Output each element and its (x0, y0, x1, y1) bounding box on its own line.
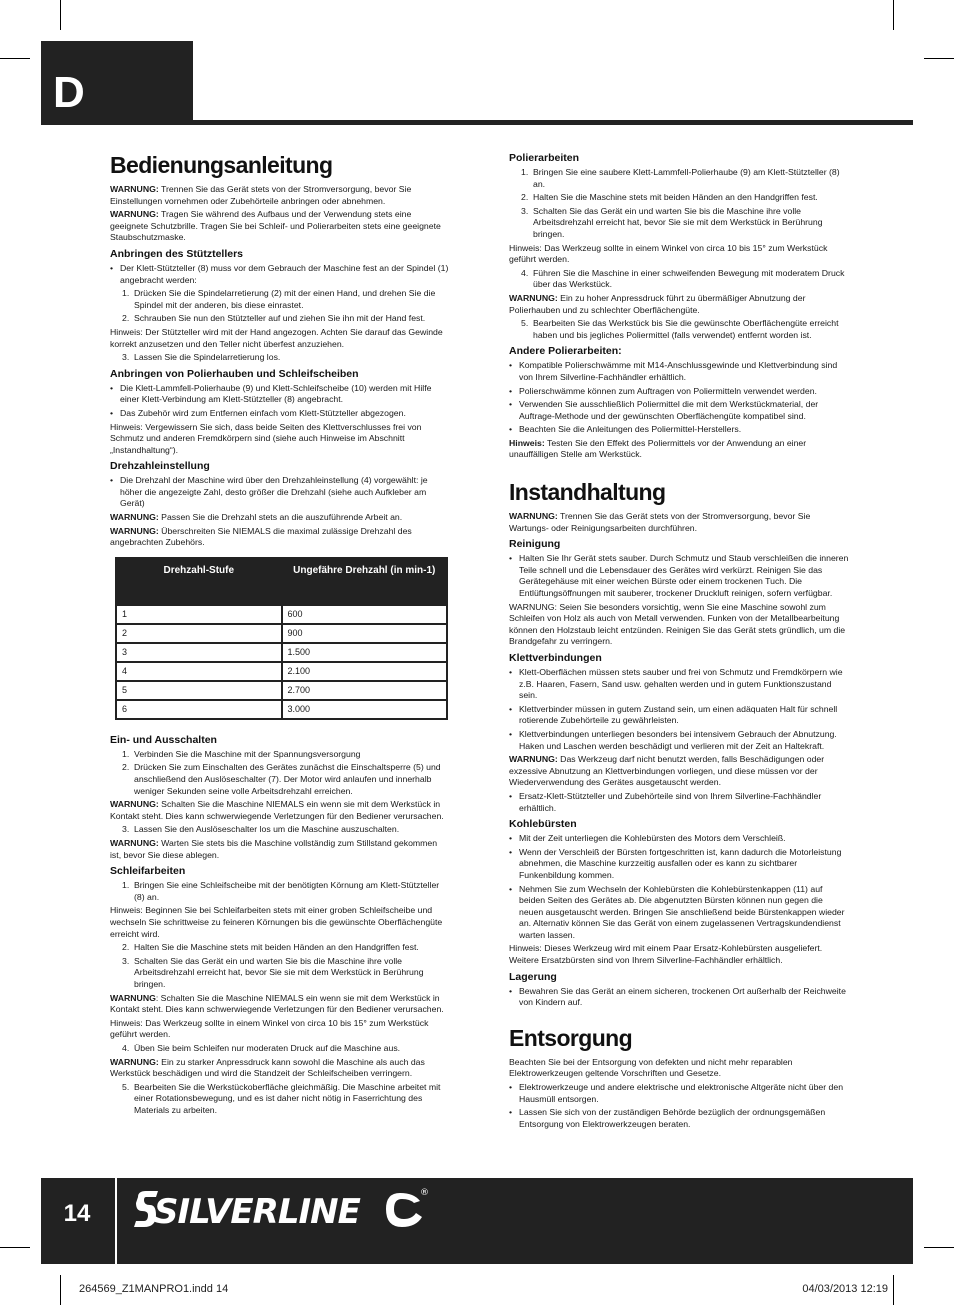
date-slug: 04/03/2013 12:19 (802, 1283, 888, 1295)
list-item: 3. Schalten Sie das Gerät ein und warten Sie bis die Maschine ihre volle Arbeitsdrehzahl erreicht hat, bevor Sie sie mit dem Werkstück in Berührung bringen. (521, 205, 823, 239)
subheading: Anbringen von Polierhauben und Schleifscheiben (110, 367, 359, 380)
bullet-list (509, 791, 849, 814)
table-row (116, 643, 447, 662)
bullet-list (509, 553, 849, 599)
list-item: • Klettverbinder müssen in gutem Zustand sein, um einen adäquaten Halt für schnell rotierende Zubehörteile zu gewährleisten. (509, 704, 849, 727)
table-cell: 2.700 (282, 681, 448, 700)
silverline-logo-graphic (132, 1185, 432, 1237)
numbered-list (110, 824, 450, 836)
crop-mark (924, 1247, 954, 1248)
numbered-list (110, 288, 450, 325)
warning-paragraph: WARNUNG: Schalten Sie die Maschine NIEMALS ein wenn sie mit dem Werkstück in Kontakt steht. Dies kann schwerwiegende Verletzungen für den Bediener verursachen. (110, 799, 444, 821)
table-cell: 5 (116, 681, 282, 700)
list-item: • Der Klett-Stützteller (8) muss vor dem Gebrauch der Maschine fest an der Spindel (1) angebracht werden: (110, 263, 450, 286)
warning-paragraph: WARNUNG: Trennen Sie das Gerät stets von der Stromversorgung, bevor Sie Wartungs- oder Reinigungsarbeiten durchführen. (509, 511, 811, 533)
subheading: Ein- und Ausschalten (110, 733, 217, 746)
bullet-list (509, 1082, 849, 1130)
table-row (116, 662, 447, 681)
table-cell: 900 (282, 624, 448, 643)
list-item: 4. Führen Sie die Maschine in einer schweifenden Bewegung mit moderatem Druck über das Werkstück. (521, 267, 845, 290)
list-item: 1. Verbinden Sie die Maschine mit der Spannungsversorgung (122, 748, 361, 759)
list-item: • Klettverbindungen unterliegen besonders bei intensivem Gebrauch der Abnutzung. Haken und Laschen werden beschädigt und verlieren mit der Zeit an Haltekraft. (509, 729, 849, 752)
table-cell: 1.500 (282, 643, 448, 662)
list-item: 2. Halten Sie die Maschine stets mit beiden Händen an den Handgriffen fest. (122, 942, 419, 953)
bullet-list (509, 360, 849, 436)
subheading: Klettverbindungen (509, 652, 602, 664)
crop-mark (893, 1275, 894, 1305)
bullet-list (110, 383, 450, 420)
table-cell: 2.100 (282, 662, 448, 681)
note-paragraph: Hinweis: Beginnen Sie bei Schleifarbeiten stets mit einer groben Schleifscheibe und wechseln Sie schrittweise zu feineren Körnungen bis die gewünschte Oberflächengüte erreicht wird. (110, 905, 443, 939)
list-item: • Polierschwämme können zum Auftragen von Poliermitteln verwendet werden. (509, 386, 849, 398)
list-item: 5. Bearbeiten Sie das Werkstück bis Sie die gewünschte Oberflächengüte erreicht haben und bis jegliches Poliermittel (falls verwendet) entfernt worden ist. (521, 318, 839, 340)
speed-table (115, 557, 448, 720)
table-row (116, 700, 447, 719)
table-row (116, 605, 447, 624)
subheading: Reinigung (509, 538, 561, 551)
list-item: 3. Lassen Sie den Auslöseschalter los um die Maschine auszuschalten. (122, 824, 400, 835)
list-item: • Halten Sie Ihr Gerät stets sauber. Durch Schmutz und Staub verschleißen die inneren Teile schnell und die Lebensdauer des Gerätes wird verkürzt. Reinigen Sie das Gerätegehäuse mit einer weichen Bürste oder einem trockenen Tuch. Die Entlüftungsöffnungen mit sauberer, trockener Druckluft reinigen, sofern verfügbar. (509, 553, 849, 599)
section-title-bedienungsanleitung: Bedienungsanleitung (110, 152, 333, 178)
numbered-list (110, 1043, 450, 1055)
footer-divider (115, 1178, 117, 1264)
list-item: • Elektrowerkzeuge und andere elektrische und elektronische Altgeräte nicht über den Hausmüll entsorgen. (509, 1082, 849, 1105)
list-item: 3. Schalten Sie das Gerät ein und warten Sie bis die Maschine ihre volle Arbeitsdrehzahl erreicht hat, bevor Sie sie mit dem Werkstück in Berührung bringen. (122, 955, 424, 989)
table-cell: 2 (116, 624, 282, 643)
list-item: • Das Zubehör wird zum Entfernen einfach vom Klett-Stützteller abgezogen. (110, 408, 450, 420)
table-cell: 600 (282, 605, 448, 624)
warning-paragraph: WARNUNG: Warten Sie stets bis die Maschine vollständig zum Stillstand gekommen ist, bevor Sie diese ablegen. (110, 838, 438, 860)
list-item: • Lassen Sie sich von der zuständigen Behörde bezüglich der ordnungsgemäßen Entsorgung von Elektrowerkzeugen beraten. (509, 1107, 849, 1130)
subheading: Kohlebürsten (509, 818, 577, 831)
list-item: • Die Drehzahl der Maschine wird über den Drehzahleinstellung (4) vorgewählt: je höher die angezeigte Zahl, desto größer die Drehzahl (siehe auch Aufkleber am Gerät) (110, 475, 450, 510)
list-item: 5. Bearbeiten Sie die Werkstückoberfläche gleichmäßig. Die Maschine arbeitet mit einer Rotationsbewegung, und es ist daher nicht nötig in Faserrichtung des Materials zu arbeiten. (122, 1081, 441, 1115)
header-rule (41, 120, 913, 125)
table-cell: 4 (116, 662, 282, 681)
list-item: • Nehmen Sie zum Wechseln der Kohlebürsten die Kohlebürstenkappen (11) auf beiden Seiten des Gerätes ab. Die abgenutzten Bürsten können nun gegen die neuen ausgetauscht werden. Bringen Sie anschließend beide Bürstenkappen wieder an. Alternativ können Sie das Gerät von einem zugelassenen Vertragskundendienst warten lassen. (509, 884, 849, 942)
subheading: Drehzahleinstellung (110, 460, 210, 473)
list-item: 1. Bringen Sie eine saubere Klett-Lammfell-Polierhaube (9) am Klett-Stützteller (8) an. (521, 167, 840, 189)
warning-paragraph: WARNUNG: Schalten Sie die Maschine NIEMALS ein wenn sie mit dem Werkstück in Kontakt steht. Dies kann schwerwiegende Verletzungen für den Bediener verursachen. (110, 992, 444, 1015)
numbered-list (509, 268, 849, 291)
table-cell: 1 (116, 605, 282, 624)
note-paragraph: Hinweis: Das Werkzeug sollte in einem Winkel von circa 10 bis 15° zum Werkstück geführt werden. (110, 1017, 429, 1040)
bullet-list (110, 263, 450, 286)
warning-paragraph: WARNUNG: Trennen Sie das Gerät stets von der Stromversorgung, bevor Sie Einstellungen vornehmen oder Zubehörteile anbringen oder abnehmen. (110, 184, 412, 206)
file-slug: 264569_Z1MANPRO1.indd 14 (79, 1283, 229, 1295)
list-item: • Bewahren Sie das Gerät an einem sicheren, trockenen Ort außerhalb der Reichweite von Kindern auf. (509, 986, 849, 1009)
table-header: Ungefähre Drehzahl (in min-1) (282, 558, 448, 605)
svg-text:®: ® (420, 1188, 429, 1198)
note-paragraph: Hinweis: Der Stützteller wird mit der Hand angezogen. Achten Sie darauf das Gewinde korrekt anzusetzen und den Teller nicht überfest anzuziehen. (110, 326, 443, 349)
subheading: Lagerung (509, 970, 557, 983)
crop-mark (0, 1247, 30, 1248)
warning-paragraph: WARNUNG: Überschreiten Sie NIEMALS die maximal zulässige Drehzahl des angebrachten Zubehörs. (110, 525, 412, 548)
crop-mark (60, 1275, 61, 1305)
crop-mark (924, 58, 954, 59)
subheading: Anbringen des Stütztellers (110, 247, 244, 260)
list-item: • Beachten Sie die Anleitungen des Poliermittel-Herstellers. (509, 424, 849, 436)
bullet-list (110, 475, 450, 510)
numbered-list (110, 1082, 450, 1117)
note-paragraph: Hinweis: Testen Sie den Effekt des Poliermittels vor der Anwendung an einer unauffälligen Stelle am Werkstück. (509, 437, 807, 460)
subheading: Andere Polierarbeiten: (509, 345, 622, 358)
paragraph: Beachten Sie bei der Entsorgung von defekten und nicht mehr reparablen Elektrowerkzeugen geltende Vorschriften und Gesetze. (509, 1056, 793, 1079)
list-item: • Kompatible Polierschwämme mit M14-Anschlussgewinde und Klettverbindung sind von Ihrem Silverline-Fachhändler erhältlich. (509, 360, 849, 383)
list-item: • Mit der Zeit unterliegen die Kohlebürsten des Motors dem Verschleiß. (509, 833, 849, 845)
table-cell: 6 (116, 700, 282, 719)
table-row (116, 681, 447, 700)
list-item: • Klett-Oberflächen müssen stets sauber und frei von Schmutz und Fremdkörpern wie z.B. Haaren, Fasern, Sand usw. gehalten werden und in gutem Funktionszustand sein. (509, 667, 849, 702)
crop-mark (60, 0, 61, 30)
language-tab: D (41, 41, 193, 122)
table-cell: 3.000 (282, 700, 448, 719)
table-header: Drehzahl-Stufe (116, 558, 282, 605)
list-item: 4. Üben Sie beim Schleifen nur moderaten Druck auf die Maschine aus. (122, 1042, 401, 1053)
page-number: 14 (63, 1200, 91, 1227)
numbered-list (110, 942, 450, 990)
list-item: 3. Lassen Sie die Spindelarretierung los. (122, 352, 281, 363)
section-title-entsorgung: Entsorgung (509, 1024, 633, 1051)
list-item: • Ersatz-Klett-Stützteller und Zubehörteile sind von Ihrem Silverline-Fachhändler erhältlich. (509, 791, 849, 814)
warning-paragraph: WARNUNG: Ein zu starker Anpressdruck kann sowohl die Maschine als auch das Werkstück beschädigen und wird die Standzeit der Schleifscheiben verringern. (110, 1056, 425, 1079)
crop-mark (0, 58, 30, 59)
numbered-list (509, 318, 849, 341)
list-item: • Wenn der Verschleiß der Bürsten fortgeschritten ist, kann dadurch die Motorleistung abnehmen, die Maschine kurzzeitig ausfallen oder es kann zu sichtbarer Funkenbildung kommen. (509, 847, 849, 882)
note-paragraph: Hinweis: Dieses Werkzeug wird mit einem Paar Ersatz-Kohlebürsten ausgeliefert. Weitere Ersatzbürsten sind von Ihrem Silverline-Fachhändler erhältlich. (509, 943, 823, 966)
note-paragraph: Hinweis: Vergewissern Sie sich, dass beide Seiten des Klettverschlusses frei von Schmutz und anderen Fremdkörpern sind (siehe auch Hinweise im Abschnitt „Instandhaltung“). (110, 421, 422, 455)
subheading: Schleifarbeiten (110, 865, 186, 878)
right-column (509, 152, 849, 1132)
list-item: 2. Halten Sie die Maschine stets mit beiden Händen an den Handgriffen fest. (521, 192, 818, 203)
note-paragraph: Hinweis: Das Werkzeug sollte in einem Winkel von circa 10 bis 15° zum Werkstück geführt werden. (509, 242, 828, 265)
numbered-list (110, 749, 450, 797)
subheading: Polierarbeiten (509, 152, 580, 164)
warning-paragraph: WARNUNG: Seien Sie besonders vorsichtig, wenn Sie eine Maschine sowohl zum Schleifen von Holz als auch von Metall verwenden. Funken von der Metallbearbeitung können den Holzstaub leicht entzünden. Reinigen Sie das Gerät stets gründlich, um die Brandgefahr zu verringern. (509, 601, 846, 647)
numbered-list (509, 167, 849, 241)
list-item: • Die Klett-Lammfell-Polierhaube (9) und Klett-Schleifscheibe (10) werden mit Hilfe einer Klett-Verbindung am Klett-Stützteller (8) angebracht. (110, 383, 450, 406)
crop-mark (893, 0, 894, 30)
numbered-list (110, 880, 450, 903)
warning-paragraph: WARNUNG: Ein zu hoher Anpressdruck führt zu übermäßiger Abnutzung der Polierhauben und zu schlechter Oberflächengüte. (509, 292, 806, 315)
bullet-list (509, 986, 849, 1009)
warning-paragraph: WARNUNG: Das Werkzeug darf nicht benutzt werden, falls Beschädigungen oder exzessive Abnutzung an Klettverbindungen vorliegen, und diese müssen vor der Wiederverwendung des Gerätes ausgetauscht werden. (509, 754, 825, 788)
list-item: 2. Schrauben Sie nun den Stützteller auf und ziehen Sie ihn mit der Hand fest. (122, 313, 426, 324)
numbered-list (110, 352, 450, 364)
left-column (110, 152, 450, 1118)
list-item: • Verwenden Sie ausschließlich Poliermittel die mit dem Werkstückmaterial, der Auftrage-Methode und der gewünschten Oberflächengüte kompatibel sind. (509, 399, 849, 422)
svg-text:SILVERLINE: SILVERLINE (154, 1192, 360, 1232)
list-item: 1. Bringen Sie eine Schleifscheibe mit der benötigten Körnung am Klett-Stützteller (8) an. (122, 880, 440, 902)
warning-paragraph: WARNUNG: Passen Sie die Drehzahl stets an die auszuführende Arbeit an. (110, 512, 403, 523)
table-cell: 3 (116, 643, 282, 662)
bullet-list (509, 833, 849, 941)
list-item: 1. Drücken Sie die Spindelarretierung (2) mit der einen Hand, und drehen Sie die Spindel mit der anderen, bis diese einrastet. (122, 288, 436, 310)
silverline-logo (132, 1185, 432, 1242)
bullet-list (509, 667, 849, 752)
warning-paragraph: WARNUNG: Tragen Sie während des Aufbaus und der Verwendung stets eine geeignete Schutzbrille. Tragen Sie bei Schleif- und Polierarbeiten stets eine geeignete Staubschutzmaske. (110, 209, 441, 243)
table-row (116, 624, 447, 643)
section-title-instandhaltung: Instandhaltung (509, 479, 666, 506)
list-item: 2. Drücken Sie zum Einschalten des Gerätes zunächst die Einschaltsperre (5) und anschließend den Auslöseschalter (7). Der Motor wird anlaufen und innerhalb weniger Sekunden seine volle Arbeitsdrehzahl erreichen. (122, 762, 441, 796)
